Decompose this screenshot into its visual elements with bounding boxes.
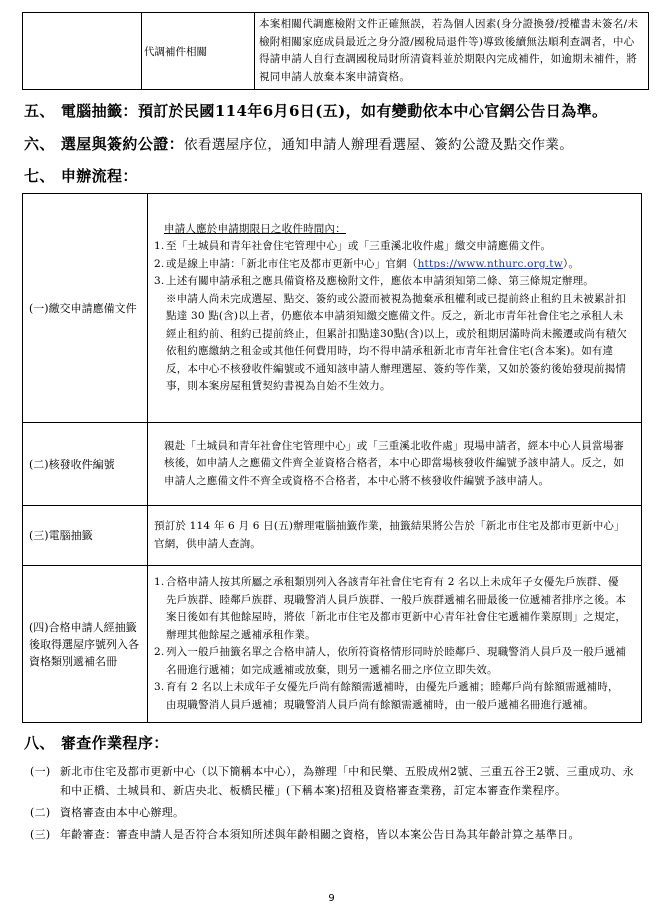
section-title: 審查作業程序： <box>60 734 169 752</box>
empty-cell <box>23 13 142 90</box>
list-item: 1. 合格申請人按其所屬之承租類別列入各該青年社會住宅育有 2 名以上未成年子女優先戶族群、優先戶族群、睦鄰戶族群、現職警消人員戶族群、一般戶族群遞補名冊最後一位遞補者排序之後。本案日後如有其他餘屋時，將依「新北市住宅及都市更新中心青年社會住宅遞補作業原則」之規定，辦理其他餘屋之遞補承租作業。 <box>154 576 627 641</box>
step-content: 預訂於 114 年 6 月 6 日(五)辦理電腦抽籤作業，抽籤結果將公告於「新北市住宅及都市更新中心」官網，供申請人查詢。 <box>148 506 642 566</box>
row-label: 代調補件相關 <box>142 13 255 90</box>
section-text: 依看選屋序位，通知申請人辦理看選屋、簽約公證及點交作業。 <box>184 137 574 153</box>
step-label: (三)電腦抽籤 <box>23 506 148 566</box>
list-item: 3. 上述有關申請承租之應具備資格及應檢附文件，應依本申請須知第二條、第三條規定辦理。 <box>154 275 594 287</box>
table-row <box>23 566 642 723</box>
table-row <box>23 423 642 506</box>
step-content: 親赴「土城員和青年社會住宅管理中心」或「三重溪北收件處」現場申請者，經本中心人員當場審核後，如申請人之應備文件齊全並資格合格者，本中心即當場核發收件編號予該申請人。反之，如申請人之應備文件不齊全或資格不合格者，本中心將不核發收件編號予該申請人。 <box>148 423 642 506</box>
list-item: 3. 育有 2 名以上未成年子女優先戶尚有餘額需遞補時，由優先戶遞補；睦鄰戶尚有餘額需遞補時，由現職警消人員戶遞補；現職警消人員戶尚有餘額需遞補時，由一般戶遞補名冊進行遞補。 <box>154 681 619 711</box>
row-content: 本案相關代調應檢附文件正確無誤，若為個人因素(身分證換發/授權書未簽名/未檢附相關家庭成員最近之身分證/國稅局退件等)導致後續無法順利查調者，中心得請申請人自行查調國稅局財所清資料並於期限內完成補件，如逾期未補件，將視同申請人放棄本案申請資格。 <box>255 13 649 90</box>
step-label: (一)繳交申請應備文件 <box>23 194 148 423</box>
step-label: (二)核發收件編號 <box>23 423 148 506</box>
section-six-heading <box>24 133 573 154</box>
eligibility-table-tail <box>22 12 649 90</box>
application-process-table <box>22 193 642 723</box>
section-five-heading <box>24 100 607 121</box>
website-link[interactable]: https://www.nthurc.org.tw <box>417 257 563 270</box>
step-note: ※申請人尚未完成選屋、點交、簽約或公證而被視為拋棄承租權利或已提前終止租約且未被累計扣點達 30 點(含)以上者，仍應依本申請須知繳交應備文件。反之，新北市青年社會住宅之承租人未經止租約前、租約已提前終止，但累計扣點達30點(含)以上，或於租期居滿時尚未搬遷或尚有積欠依租約應繳納之租金或其他任何費用時，均不得申請承租新北市青年社會住宅(含本案)。如有違反，本中心不核發收件編號或不通知該申請人辦理選屋、簽約等作業，又如於簽約後始發現前揭情事，則本案房屋租賃契約書視為自始不生效力。 <box>166 292 628 392</box>
section-number: 六、 <box>24 135 55 153</box>
list-item: 1. 至「土城員和青年社會住宅管理中心」或「三重溪北收件處」繳交申請應備文件。 <box>154 240 552 252</box>
table-row <box>23 506 642 566</box>
page-number: 9 <box>328 893 335 904</box>
list-item: (一) 新北市住宅及都市更新中心（以下簡稱本中心），為辦理「中和民樂、五股成州2號、三重五谷王2號、三重成功、永和中正橋、土城員和、新店央北、板橋民權」(下稱本案)招租及資格審查業務，訂定本審查作業程序。 <box>30 765 635 797</box>
step-content <box>148 194 642 423</box>
list-item: 2. 或是線上申請：「新北市住宅及都市更新中心」官網（https://www.nthurc.org.tw）。 <box>154 257 580 270</box>
section-title: 申辦流程： <box>60 167 138 185</box>
section-eight-heading <box>24 732 169 753</box>
section-number: 八、 <box>24 734 55 752</box>
step-content <box>148 566 642 723</box>
table-row <box>23 194 642 423</box>
section-title: 電腦抽籤：預訂於民國114年6月6日(五)，如有變動依本中心官網公告日為準。 <box>60 102 608 120</box>
section-number: 七、 <box>24 167 55 185</box>
list-item: 2. 列入一般戶抽籤名單之合格申請人，依所符資格情形同時於睦鄰戶、現職警消人員戶及一般戶遞補名冊進行遞補；如完成遞補或放棄，則另一遞補名冊之序位立即失效。 <box>154 646 627 676</box>
review-procedure-list <box>30 762 640 844</box>
step-label: (四)合格申請人經抽籤後取得選屋序號列入各資格類別遞補名冊 <box>23 566 148 723</box>
section-seven-heading <box>24 165 138 186</box>
section-title: 選屋與簽約公證： <box>60 135 185 153</box>
table-row <box>23 13 649 90</box>
list-item: (二) 資格審查由本中心辦理。 <box>30 806 185 819</box>
list-item: (三) 年齡審查：審查申請人是否符合本須知所述與年齡相關之資格，皆以本案公告日為其年齡計算之基準日。 <box>30 828 580 841</box>
step-intro: 申請人應於申請期限日之收件時間內： <box>164 222 346 235</box>
section-number: 五、 <box>24 102 55 120</box>
